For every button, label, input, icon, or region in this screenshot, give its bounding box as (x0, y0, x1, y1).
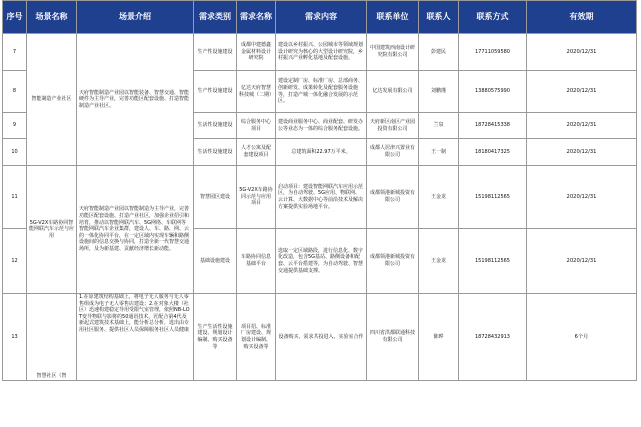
row-no: 13 (3, 294, 27, 381)
contact-person: 兰泉 (419, 113, 459, 139)
demand-category: 生活性设施建设 (194, 113, 237, 139)
demand-name: 亿达天府智慧科技城（二期） (237, 71, 276, 113)
contact-unit: 天府新区南区产业园投资有限公司 (367, 113, 419, 139)
header-scene-intro: 场景介绍 (77, 1, 194, 34)
contact-person: 陈晔 (419, 294, 459, 381)
header-no: 序号 (3, 1, 27, 34)
scene-intro: 1.在原建筑结构基础上，将电子无人服务与无人零售组成为电子无人零售店建设；2.在对象大楼（社区）迅速构建稳定导用受限气室管理，依照NB-LOT变导物联与影将的50通讯技术，匠配合第4代及新起式建筑技术基础上，能分析总分析，选出由专用社区服务、提供社区人员保障服务社区人员健康 (77, 294, 194, 381)
demand-category: 生产性设施建设 (194, 34, 237, 71)
contact-unit: 中国建筑西南设计研究院有限公司 (367, 34, 419, 71)
demand-name: 人才公寓及配套建设项目 (237, 139, 276, 166)
row-no: 8 (3, 71, 27, 113)
header-valid: 有效期 (527, 1, 637, 34)
contact-phone: 13880575990 (459, 71, 527, 113)
row-no: 10 (3, 139, 27, 166)
demand-name: 成都中建德鑫金属材料设计研究院 (237, 34, 276, 71)
valid-date: 2020/12/31 (527, 34, 637, 71)
contact-phone: 18180417325 (459, 139, 527, 166)
contact-phone: 15198112565 (459, 229, 527, 294)
contact-person: 王金龙 (419, 229, 459, 294)
valid-date: 2020/12/31 (527, 229, 637, 294)
scene-intro: 天府智能制造产业园以智能装备、智慧交通、智能硬件为主导产业，完善功能区配套设施、打造智能制造产业社区。 (77, 34, 194, 166)
contact-person: 王一制 (419, 139, 459, 166)
demand-table (2, 0, 637, 381)
contact-unit: 亿达发展有限公司 (367, 71, 419, 113)
header-row (3, 1, 637, 34)
row-no: 12 (3, 229, 27, 294)
scene-name: 5G-V2X车路协同智能网联汽车示范与应用 (27, 166, 77, 294)
valid-date: 2020/12/31 (527, 139, 637, 166)
demand-content: 建设商业服务中心、商业配套、研发办公等业态为一体的综合服务配套设施。 (276, 113, 367, 139)
contact-phone: 18728415338 (459, 113, 527, 139)
header-phone: 联系方式 (459, 1, 527, 34)
header-scene-name: 场景名称 (27, 1, 77, 34)
contact-unit: 成都人居津兴置业有限公司 (367, 139, 419, 166)
demand-content: 建设以乡村振兴、公园城市等领域规划设计研究为核心的大型设计研究院，乡村振兴产业孵化基地及配套设施。 (276, 34, 367, 71)
contact-person: 彭建民 (419, 34, 459, 71)
valid-date: 2020/12/31 (527, 71, 637, 113)
contact-unit: 成都领港新城投资有限公司 (367, 229, 419, 294)
demand-category: 生产性设施建设 (194, 71, 237, 113)
demand-name: 项目招、标准厂房建设、规划设计编制、购买设备等 (237, 294, 276, 381)
header-person: 联系人 (419, 1, 459, 34)
contact-phone: 18728432913 (459, 294, 527, 381)
demand-category: 生活性设施建设 (194, 139, 237, 166)
demand-content: 设备购买、需求共投进入、实验室合作 (276, 294, 367, 381)
scene-name: 智慧社区（智 (27, 294, 77, 381)
contact-person: 王金龙 (419, 166, 459, 229)
contact-unit: 成都领港新城投资有限公司 (367, 166, 419, 229)
contact-phone: 15198112565 (459, 166, 527, 229)
scene-name: 智能制造产业社区 (27, 34, 77, 166)
valid-date: 6个月 (527, 294, 637, 381)
row-no: 11 (3, 166, 27, 229)
contact-person: 刘鹏瑾 (419, 71, 459, 113)
valid-date: 2020/12/31 (527, 166, 637, 229)
scene-intro: 天府智能制造产业园以智能制造为主导产业，完善功能区配套设施、打造产业社区，加强企业招引和培育，推动以智能网联汽车、5G网络、车联网等智能网联汽车企业集群，建设人、车、路、网、云的一体化协同平台，在一定区域内实现车辆和路侧设施间的信息交换与协同，打造全新一代智慧交通场所，及为新基建、贡献经济增长新动能。 (77, 166, 194, 294)
valid-date: 2020/12/31 (527, 113, 637, 139)
demand-content: 建设定制厂房、标准厂房、总部商务、创新研发、成果转化及配套服务设施等，打造产城一体化融合发展的示范区。 (276, 71, 367, 113)
table-row (3, 34, 637, 71)
table-row (3, 294, 637, 381)
contact-phone: 17711059580 (459, 34, 527, 71)
header-demand-content: 需求内容 (276, 1, 367, 34)
demand-name: 5G-V2X车路协同示范与应用项目 (237, 166, 276, 229)
header-category: 需求类别 (194, 1, 237, 34)
demand-content: 总建筑面积22.97万平米。 (276, 139, 367, 166)
row-no: 7 (3, 34, 27, 71)
demand-name: 综合服务中心项目 (237, 113, 276, 139)
row-no: 9 (3, 113, 27, 139)
header-demand-name: 需求名称 (237, 1, 276, 34)
demand-content: 选取一定区域路段，进行信息化、数字化改造，包含5G基站、路侧设备和配套、云平台搭建等，为自动驾驶、智慧交通提供基础支撑。 (276, 229, 367, 294)
header-unit: 联系单位 (367, 1, 419, 34)
demand-category: 基础设施建设 (194, 229, 237, 294)
demand-name: 车路协同信息基础平台 (237, 229, 276, 294)
demand-category: 生产生活性设施建设、规划设计编制、购买设备等 (194, 294, 237, 381)
demand-content: 启动项目：建设智能网联汽车应用示范区，为自动驾驶、5G应用、物联网、云计算、大数据中心等前沿技术及解决方案提供实验场地平台。 (276, 166, 367, 229)
table-row (3, 166, 637, 229)
contact-unit: 四川省洪都联通科技有限公司 (367, 294, 419, 381)
demand-category: 智慧园区建设 (194, 166, 237, 229)
